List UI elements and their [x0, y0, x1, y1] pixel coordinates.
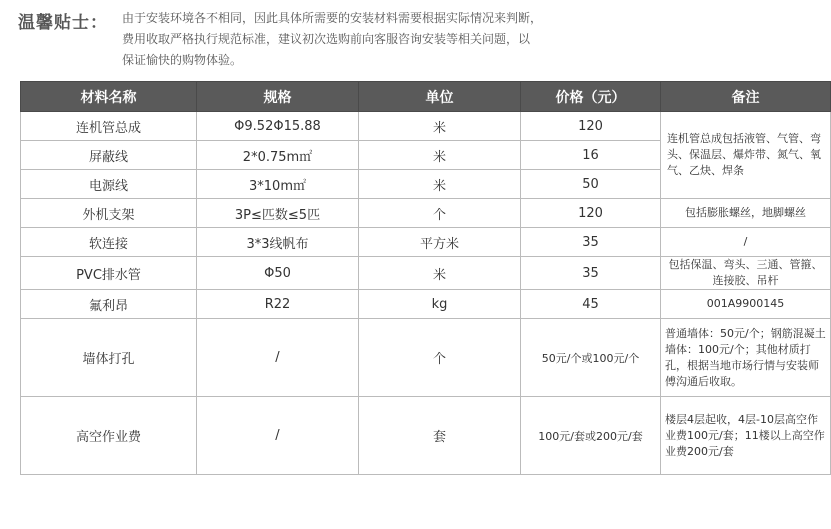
cell-price: 45 — [521, 290, 661, 319]
cell-name: 外机支架 — [21, 199, 197, 228]
cell-price: 120 — [521, 199, 661, 228]
notice-line: 费用收取严格执行规范标准，建议初次选购前向客服咨询安装等相关问题，以 — [122, 32, 531, 46]
cell-unit: 米 — [359, 141, 521, 170]
cell-unit: 米 — [359, 112, 521, 141]
cell-unit: 个 — [359, 319, 521, 397]
header-material-name: 材料名称 — [21, 82, 197, 112]
cell-price: 50元/个或100元/个 — [521, 319, 661, 397]
table-row — [21, 319, 831, 397]
notice-title: 温馨贴士： — [18, 13, 108, 33]
table-header-row — [21, 82, 831, 112]
cell-spec: Φ9.52Φ15.88 — [197, 112, 359, 141]
table-row — [21, 199, 831, 228]
header-note: 备注 — [661, 82, 831, 112]
cell-unit: 米 — [359, 170, 521, 199]
cell-spec: / — [197, 319, 359, 397]
cell-spec: / — [197, 397, 359, 475]
cell-note: 001A9900145 — [661, 290, 831, 319]
cell-note-merged: 连机管总成包括液管、气管、弯头、保温层、爆炸带、氮气、氧气、乙炔、焊条 — [661, 112, 831, 199]
cell-spec: 2*0.75m㎡ — [197, 141, 359, 170]
cell-note: 楼层4层起收，4层-10层高空作业费100元/套；11楼以上高空作业费200元/套 — [661, 397, 831, 475]
cell-unit: 套 — [359, 397, 521, 475]
cell-name: 墙体打孔 — [21, 319, 197, 397]
cell-note: 包括保温、弯头、三通、管箍、连接胶、吊杆 — [661, 257, 831, 290]
table-row — [21, 290, 831, 319]
cell-name: 电源线 — [21, 170, 197, 199]
cell-unit: 米 — [359, 257, 521, 290]
header-price: 价格（元） — [521, 82, 661, 112]
cell-spec: 3*10m㎡ — [197, 170, 359, 199]
cell-name: 软连接 — [21, 228, 197, 257]
table-row — [21, 112, 831, 141]
table-row — [21, 397, 831, 475]
cell-name: 连机管总成 — [21, 112, 197, 141]
cell-name: 氟利昂 — [21, 290, 197, 319]
cell-unit: 个 — [359, 199, 521, 228]
cell-name: 高空作业费 — [21, 397, 197, 475]
cell-spec: Φ50 — [197, 257, 359, 290]
cell-price: 35 — [521, 228, 661, 257]
cell-note: / — [661, 228, 831, 257]
cell-note: 普通墙体：50元/个；钢筋混凝土墙体：100元/个；其他材质打孔，根据当地市场行情与安装师傅沟通后收取。 — [661, 319, 831, 397]
cell-note: 包括膨胀螺丝，地脚螺丝 — [661, 199, 831, 228]
table-row — [21, 228, 831, 257]
cell-price: 100元/套或200元/套 — [521, 397, 661, 475]
cell-name: 屏蔽线 — [21, 141, 197, 170]
material-price-table — [20, 81, 831, 475]
notice-body — [122, 8, 682, 71]
header-unit: 单位 — [359, 82, 521, 112]
cell-price: 16 — [521, 141, 661, 170]
header-spec: 规格 — [197, 82, 359, 112]
cell-spec: 3P≤匹数≤5匹 — [197, 199, 359, 228]
cell-name: PVC排水管 — [21, 257, 197, 290]
table-row — [21, 257, 831, 290]
cell-spec: 3*3线帆布 — [197, 228, 359, 257]
cell-price: 50 — [521, 170, 661, 199]
cell-unit: 平方米 — [359, 228, 521, 257]
notice-line: 由于安装环境各不相同，因此具体所需要的安装材料需要根据实际情况来判断， — [122, 11, 543, 25]
cell-price: 120 — [521, 112, 661, 141]
cell-spec: R22 — [197, 290, 359, 319]
cell-unit: kg — [359, 290, 521, 319]
cell-price: 35 — [521, 257, 661, 290]
notice-line: 保证愉快的购物体验。 — [122, 53, 243, 67]
